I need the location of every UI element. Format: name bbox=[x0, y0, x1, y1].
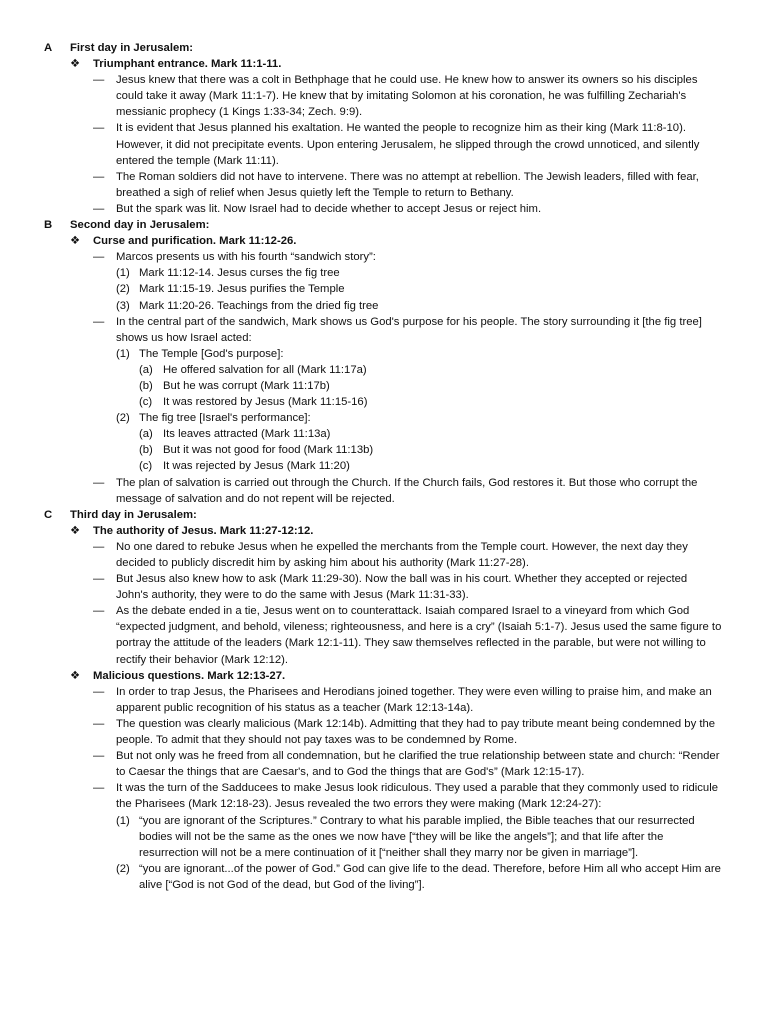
bullet-item-text: It was the turn of the Sadducees to make Jesus look ridiculous. They used a parable that they commonly used to ridicule the Pharisees (Mark 12:18-23). Jesus revealed the two errors they were making (Mark 12:24-27): bbox=[116, 782, 718, 811]
numbered-item-text: The Temple [God's purpose]: bbox=[139, 347, 284, 360]
lettered-item bbox=[0, 378, 768, 394]
bullet-item-text: But Jesus also knew how to ask (Mark 11:29-30). Now the ball was in his court. Whether they accepted or rejected John's authority, they were to do the same with Jesus (Mark 11:31-33). bbox=[116, 573, 688, 602]
section-heading-marker: A bbox=[44, 42, 53, 54]
bullet-item bbox=[0, 72, 768, 120]
section-heading bbox=[0, 507, 768, 523]
subsection-heading bbox=[0, 233, 768, 249]
bullet-item bbox=[0, 539, 768, 571]
bullet-item-text: As the debate ended in a tie, Jesus went on to counterattack. Isaiah compared Israel to a vineyard from which God “expected judgment, and behold, vileness; righteousness, and here is a cry” (Isaiah 5:1-7). Jesus used the same figure to portray the attitude of the leaders (Mark 12:1-11). They saw themselves reflected in the parable, but were not willing to rectify their behavior (Mark 12:12). bbox=[116, 605, 722, 666]
numbered-item bbox=[0, 861, 768, 893]
bullet-item-text: Jesus knew that there was a colt in Bethphage that he could use. He knew how to answer its owners so his disciples could take it away (Mark 11:1-7). He knew that by imitating Solomon at his coronation, he was fulfilling Zechariah's messianic prophecy (1 Kings 1:33-34; Zech. 9:9). bbox=[116, 74, 698, 119]
lettered-item-marker: (c) bbox=[139, 460, 153, 473]
bullet-item-marker: — bbox=[93, 476, 105, 489]
numbered-item bbox=[0, 813, 768, 861]
bullet-item bbox=[0, 120, 768, 168]
bullet-item-text: But the spark was lit. Now Israel had to decide whether to accept Jesus or reject him. bbox=[116, 202, 542, 215]
section-heading-text: First day in Jerusalem: bbox=[70, 42, 194, 54]
bullet-item bbox=[0, 603, 768, 667]
bullet-item-marker: — bbox=[93, 782, 105, 795]
bullet-item-text: The question was clearly malicious (Mark 12:14b). Admitting that they had to pay tribute meant being condemned by the people. To admit that they should not pay taxes was to be condemned by Rome. bbox=[116, 717, 716, 747]
bullet-item-marker: — bbox=[93, 750, 105, 763]
section-heading-marker: C bbox=[44, 508, 53, 521]
bullet-item bbox=[0, 780, 768, 812]
bullet-item-text: But not only was he freed from all condemnation, but he clarified the true relationship between state and church: “Render to Caesar the things that are Caesar's, and to God the things that are God's” (Mark 12:15-17). bbox=[116, 750, 720, 779]
bullet-item-marker: — bbox=[93, 74, 105, 87]
lettered-item-text: He offered salvation for all (Mark 11:17a) bbox=[163, 363, 367, 376]
lettered-item-marker: (b) bbox=[139, 379, 153, 392]
lettered-item bbox=[0, 426, 768, 442]
bullet-item-marker: — bbox=[93, 573, 105, 586]
numbered-item bbox=[0, 265, 768, 281]
bullet-item bbox=[0, 201, 768, 217]
bullet-item bbox=[0, 571, 768, 603]
bullet-item bbox=[0, 475, 768, 507]
numbered-item-text: Mark 11:12-14. Jesus curses the fig tree bbox=[139, 267, 340, 280]
bullet-item-marker: — bbox=[93, 202, 105, 215]
bullet-item bbox=[0, 249, 768, 265]
numbered-item bbox=[0, 346, 768, 362]
subsection-heading-text: Curse and purification. Mark 11:12-26. bbox=[93, 235, 297, 248]
bullet-item-marker: — bbox=[93, 605, 105, 618]
lettered-item-text: It was restored by Jesus (Mark 11:15-16) bbox=[163, 396, 368, 409]
bullet-item bbox=[0, 716, 768, 748]
lettered-item-text: Its leaves attracted (Mark 11:13a) bbox=[163, 428, 331, 441]
bullet-item bbox=[0, 169, 768, 201]
bullet-item-marker: — bbox=[93, 717, 105, 730]
lettered-item bbox=[0, 362, 768, 378]
bullet-item bbox=[0, 314, 768, 346]
section-heading-text: Second day in Jerusalem: bbox=[70, 219, 210, 232]
lettered-item bbox=[0, 394, 768, 410]
bullet-item-text: Marcos presents us with his fourth “sandwich story”: bbox=[116, 251, 376, 264]
lettered-item-text: But it was not good for food (Mark 11:13b) bbox=[163, 444, 374, 457]
lettered-item-marker: (a) bbox=[139, 428, 153, 441]
subsection-heading-text: Malicious questions. Mark 12:13-27. bbox=[93, 669, 286, 682]
subsection-heading bbox=[0, 56, 768, 72]
bullet-item-text: The plan of salvation is carried out through the Church. If the Church fails, God restores it. But those who corrupt the message of salvation and do not repent will be rejected. bbox=[116, 476, 698, 505]
lettered-item-text: It was rejected by Jesus (Mark 11:20) bbox=[163, 460, 350, 473]
lettered-item-marker: (b) bbox=[139, 444, 153, 457]
bullet-item-text: The Roman soldiers did not have to intervene. There was no attempt at rebellion. The Jewish leaders, filled with fear, breathed a sigh of relief when Jesus quietly left the Temple to return to Bethany. bbox=[116, 170, 699, 199]
bullet-item-text: No one dared to rebuke Jesus when he expelled the merchants from the Temple court. However, the next day they decided to publicly discredit him by asking him about his authority (Mark 11:27-28). bbox=[116, 540, 688, 569]
lettered-item bbox=[0, 458, 768, 474]
numbered-item-text: “you are ignorant...of the power of God.” God can give life to the dead. Therefore, before Him all who accept Him are alive [“God is not God of the dead, but God of the living”]. bbox=[139, 862, 721, 891]
numbered-item-marker: (1) bbox=[116, 814, 130, 827]
numbered-item-text: Mark 11:20-26. Teachings from the dried fig tree bbox=[139, 299, 379, 312]
subsection-heading-text: Triumphant entrance. Mark 11:1-11. bbox=[93, 58, 282, 71]
subsection-heading bbox=[0, 668, 768, 684]
bullet-item-marker: — bbox=[93, 122, 105, 135]
numbered-item-text: “you are ignorant of the Scriptures.” Contrary to what his parable implied, the Bible teaches that our resurrected bodies will not be the same as the ones we now have [“they will be like the angels”]; and that life after the resurrection will not be a mere continuation of it [“neither shall they marry nor be given in marriage”]. bbox=[139, 814, 695, 859]
section-heading bbox=[0, 40, 768, 56]
subsection-heading-marker: ❖ bbox=[70, 524, 81, 537]
numbered-item-marker: (3) bbox=[116, 299, 130, 312]
numbered-item-text: Mark 11:15-19. Jesus purifies the Temple bbox=[139, 283, 345, 296]
section-heading-marker: B bbox=[44, 219, 53, 232]
numbered-item-marker: (2) bbox=[116, 283, 130, 296]
numbered-item-text: The fig tree [Israel's performance]: bbox=[139, 412, 311, 425]
lettered-item-text: But he was corrupt (Mark 11:17b) bbox=[163, 379, 330, 392]
numbered-item-marker: (1) bbox=[116, 267, 130, 280]
bullet-item-text: In order to trap Jesus, the Pharisees and Herodians joined together. They were even willing to praise him, and make an apparent public recognition of his status as a teacher (Mark 12:13-14a). bbox=[116, 685, 712, 714]
subsection-heading-marker: ❖ bbox=[70, 235, 81, 248]
numbered-item-marker: (2) bbox=[116, 862, 130, 875]
numbered-item bbox=[0, 298, 768, 314]
bullet-item-text: It is evident that Jesus planned his exaltation. He wanted the people to recognize him as their king (Mark 11:8-10). However, it did not precipitate events. Upon entering Jerusalem, he slipped through the crowd unnoticed, and silently entered the temple (Mark 11:11). bbox=[116, 122, 700, 167]
numbered-item bbox=[0, 281, 768, 297]
section-heading bbox=[0, 217, 768, 233]
bullet-item-marker: — bbox=[93, 251, 105, 264]
numbered-item bbox=[0, 410, 768, 426]
subsection-heading-marker: ❖ bbox=[70, 669, 81, 682]
subsection-heading-text: The authority of Jesus. Mark 11:27-12:12. bbox=[93, 524, 314, 537]
subsection-heading-marker: ❖ bbox=[70, 58, 81, 71]
bullet-item bbox=[0, 748, 768, 780]
bullet-item-marker: — bbox=[93, 540, 105, 553]
lettered-item bbox=[0, 442, 768, 458]
lettered-item-marker: (a) bbox=[139, 363, 153, 376]
subsection-heading bbox=[0, 523, 768, 539]
lettered-item-marker: (c) bbox=[139, 396, 153, 409]
numbered-item-marker: (1) bbox=[116, 347, 130, 360]
bullet-item-text: In the central part of the sandwich, Mark shows us God's purpose for his people. The story surrounding it [the fig tree] shows us how Israel acted: bbox=[116, 315, 702, 344]
numbered-item-marker: (2) bbox=[116, 412, 130, 425]
bullet-item-marker: — bbox=[93, 685, 105, 698]
bullet-item-marker: — bbox=[93, 170, 105, 183]
document-page bbox=[0, 40, 768, 893]
section-heading-text: Third day in Jerusalem: bbox=[70, 508, 197, 521]
bullet-item-marker: — bbox=[93, 315, 105, 328]
bullet-item bbox=[0, 684, 768, 716]
